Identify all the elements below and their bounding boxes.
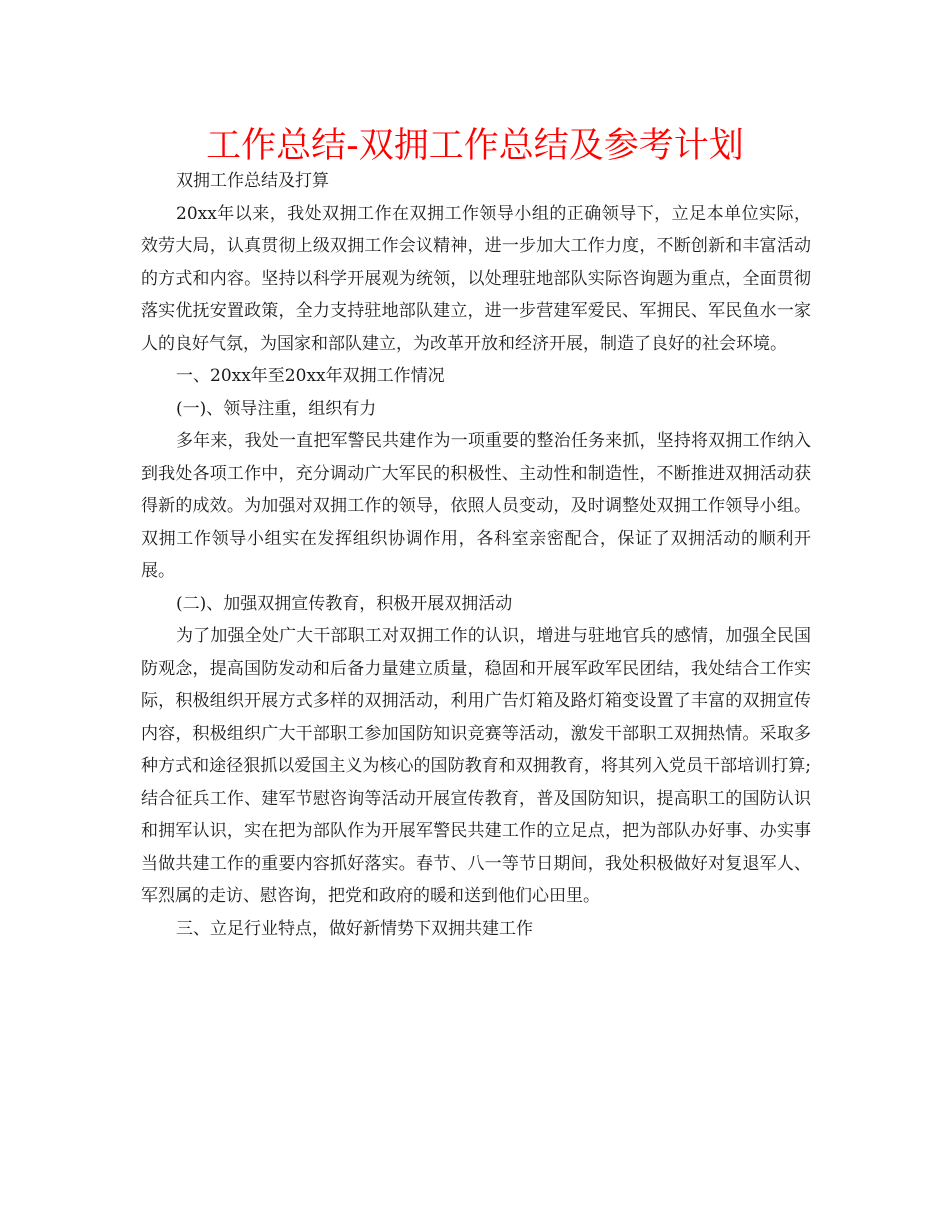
paragraph-leadership: 多年来，我处一直把军警民共建作为一项重要的整治任务来抓，坚持将双拥工作纳入到我处各项工作中，充分调动广大军民的积极性、主动性和制造性，不断推进双拥活动获得新的成效。为加强对双拥工作的领导，依照人员变动，及时调整处双拥工作领导小组。双拥工作领导小组实在发挥组织协调作用，各科室亲密配合，保证了双拥活动的顺利开展。 <box>141 431 811 581</box>
document-body <box>141 165 811 945</box>
section-heading-3: 三、立足行业特点，做好新情势下双拥共建工作 <box>176 918 533 939</box>
section-heading-1: 一、20xx年至20xx年双拥工作情况 <box>176 366 445 386</box>
document-title: 工作总结-双拥工作总结及参考计划 <box>206 126 744 166</box>
paragraph-intro: 20xx年以来，我处双拥工作在双拥工作领导小组的正确领导下，立足本单位实际，效劳大局，认真贯彻上级双拥工作会议精神，进一步加大工作力度，不断创新和丰富活动的方式和内容。坚持以科学开展观为统领，以处理驻地部队实际咨询题为重点，全面贯彻落实优抚安置政策，全力支持驻地部队建立，进一步营建军爱民、军拥民、军民鱼水一家人的良好气氛，为国家和部队建立，为改革开放和经济开展，制造了良好的社会环境。 <box>141 203 811 354</box>
paragraph-subtitle: 双拥工作总结及打算 <box>176 171 329 191</box>
subsection-heading-2: (二)、加强双拥宣传教育，积极开展双拥活动 <box>176 593 513 614</box>
subsection-heading-1: (一)、领导注重，组织有力 <box>176 398 377 419</box>
paragraph-propaganda: 为了加强全处广大干部职工对双拥工作的认识，增进与驻地官兵的感情，加强全民国防观念，提高国防发动和后备力量建立质量，稳固和开展军政军民团结，我处结合工作实际，积极组织开展方式多样的双拥活动，利用广告灯箱及路灯箱变设置了丰富的双拥宣传内容，积极组织广大干部职工参加国防知识竞赛等活动，激发干部职工双拥热情。采取多种方式和途径狠抓以爱国主义为核心的国防教育和双拥教育，将其列入党员干部培训打算;结合征兵工作、建军节慰咨询等活动开展宣传教育，普及国防知识，提高职工的国防认识和拥军认识，实在把为部队作为开展军警民共建工作的立足点，把为部队办好事、办实事当做共建工作的重要内容抓好落实。春节、八一等节日期间，我处积极做好对复退军人、军烈属的走访、慰咨询，把党和政府的暖和送到他们心田里。 <box>141 626 811 906</box>
